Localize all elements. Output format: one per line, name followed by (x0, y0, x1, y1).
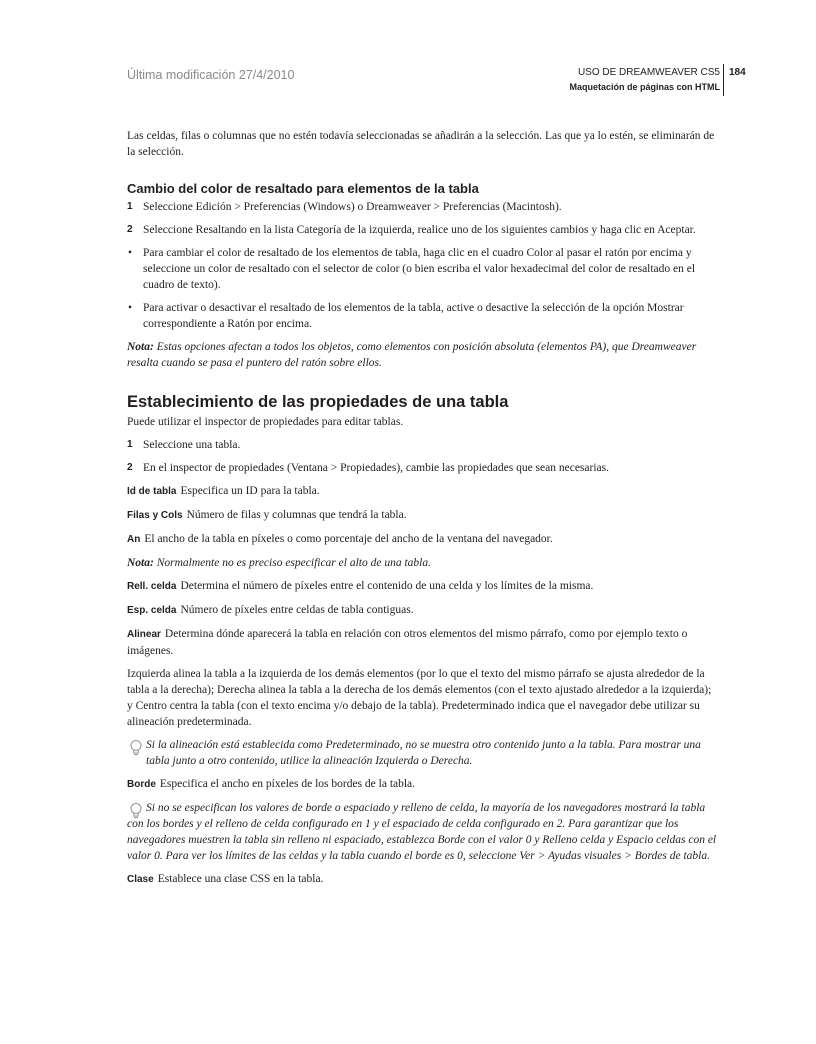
property-term: An (127, 534, 141, 545)
header-divider (723, 64, 724, 96)
property-width (127, 531, 719, 548)
tip (127, 737, 719, 769)
property-desc: Establece una clase CSS en la tabla. (157, 873, 324, 885)
step-text: Seleccione Edición > Preferencias (Windows) o Dreamweaver > Preferencias (Macintosh). (143, 201, 562, 213)
page-number: 184 (729, 67, 746, 78)
property-desc: Especifica un ID para la tabla. (180, 485, 320, 497)
note-label: Nota: (127, 557, 154, 569)
property-desc: Especifica el ancho en píxeles de los bordes de la tabla. (159, 778, 416, 790)
tip-text: Si la alineación está establecida como Predeterminado, no se muestra otro contenido junto a la tabla. Para mostrar una tabla junto a otro contenido, utilice la alineación Izquierda o Derecha. (146, 739, 701, 767)
property-border (127, 776, 719, 793)
step-number: 2 (127, 462, 133, 473)
tip (127, 800, 719, 864)
lightbulb-icon (129, 802, 143, 820)
property-desc: Número de píxeles entre celdas de tabla contiguas. (180, 604, 414, 616)
property-align (127, 626, 719, 659)
note (127, 339, 719, 371)
property-term: Filas y Cols (127, 510, 183, 521)
property-term: Rell. celda (127, 581, 177, 592)
property-term: Alinear (127, 629, 161, 640)
property-term: Borde (127, 779, 156, 790)
note (127, 555, 719, 571)
last-modified: Última modificación 27/4/2010 (127, 68, 295, 82)
step-number: 1 (127, 201, 133, 212)
step-1 (127, 437, 719, 453)
bullet-text: Para cambiar el color de resaltado de los elementos de tabla, haga clic en el cuadro Color al pasar el ratón por encima y seleccione un color de resaltado con el selector de color (o bien escriba el valor hexadecimal del color de resaltado en el cuadro de texto). (143, 247, 696, 291)
bullet-item (127, 245, 719, 293)
step-number: 2 (127, 224, 133, 235)
property-rows-cols (127, 507, 719, 524)
property-desc: El ancho de la tabla en píxeles o como porcentaje del ancho de la ventana del navegador. (144, 533, 553, 545)
property-table-id (127, 483, 719, 500)
property-class (127, 871, 719, 888)
step-number: 1 (127, 439, 133, 450)
property-term: Clase (127, 874, 154, 885)
running-header (569, 66, 720, 94)
intro-paragraph: Las celdas, filas o columnas que no estén todavía seleccionadas se añadirán a la selección. Las que ya lo estén, se eliminarán de la selección. (127, 130, 715, 158)
step-text: Seleccione Resaltando en la lista Categoría de la izquierda, realice uno de los siguientes cambios y haga clic en Aceptar. (143, 224, 696, 236)
tip-text: Si no se especifican los valores de borde o espaciado y relleno de celda, la mayoría de los navegadores mostrará la tabla con los bordes y el relleno de celda configurado en 1 y el espaciado de celda configurado en 2. Para garantizar que los navegadores muestren la tabla sin relleno ni espaciado, establezca Borde con el valor 0 y Relleno celda y Espacio celdas con el valor 0. Para ver los límites de las celdas y la tabla cuando el borde es 0, seleccione Ver > Ayudas visuales > Bordes de tabla. (127, 802, 717, 862)
step-2 (127, 460, 719, 476)
property-desc: Determina el número de píxeles entre el contenido de una celda y los límites de la misma. (180, 580, 594, 592)
bullet-icon: • (128, 247, 133, 259)
lightbulb-icon (129, 739, 143, 757)
property-desc: Número de filas y columnas que tendrá la tabla. (186, 509, 407, 521)
property-cell-spacing (127, 602, 719, 619)
chapter-title: Maquetación de páginas con HTML (569, 82, 720, 92)
property-cell-padding (127, 578, 719, 595)
note-label: Nota: (127, 341, 154, 353)
section-heading-properties: Establecimiento de las propiedades de una tabla (127, 393, 509, 411)
step-2 (127, 222, 719, 238)
align-paragraph: Izquierda alinea la tabla a la izquierda de los demás elementos (por lo que el texto del mismo párrafo se ajusta alrededor de la tabla a la derecha); Derecha alinea la tabla a la derecha de los demás elementos (con el texto ajustado alrededor a la izquierda); y Centro centra la tabla (con el texto encima y/o debajo de la tabla). Predeterminado indica que el navegador debe utilizar su alineación predeterminada. (127, 668, 712, 728)
book-title: USO DE DREAMWEAVER CS5 (577, 67, 720, 78)
step-text: Seleccione una tabla. (143, 439, 241, 451)
page-body (127, 128, 719, 895)
bullet-item (127, 300, 719, 332)
note-text: Estas opciones afectan a todos los objetos, como elementos con posición absoluta (elementos PA), que Dreamweaver resalta cuando se pasa el puntero del ratón sobre ellos. (127, 341, 697, 369)
section-intro: Puede utilizar el inspector de propiedades para editar tablas. (127, 416, 404, 428)
note-text: Normalmente no es preciso especificar el alto de una tabla. (153, 557, 431, 569)
bullet-icon: • (128, 302, 133, 314)
section-heading-highlight: Cambio del color de resaltado para elementos de la tabla (127, 181, 479, 196)
property-desc: Determina dónde aparecerá la tabla en relación con otros elementos del mismo párrafo, como por ejemplo texto o imágenes. (127, 628, 688, 657)
bullet-text: Para activar o desactivar el resaltado de los elementos de la tabla, active o desactive la selección de la opción Mostrar correspondiente a Ratón por encima. (143, 302, 684, 330)
step-1 (127, 199, 719, 215)
step-text: En el inspector de propiedades (Ventana > Propiedades), cambie las propiedades que sean necesarias. (143, 462, 609, 474)
property-term: Id de tabla (127, 486, 177, 497)
property-term: Esp. celda (127, 605, 177, 616)
